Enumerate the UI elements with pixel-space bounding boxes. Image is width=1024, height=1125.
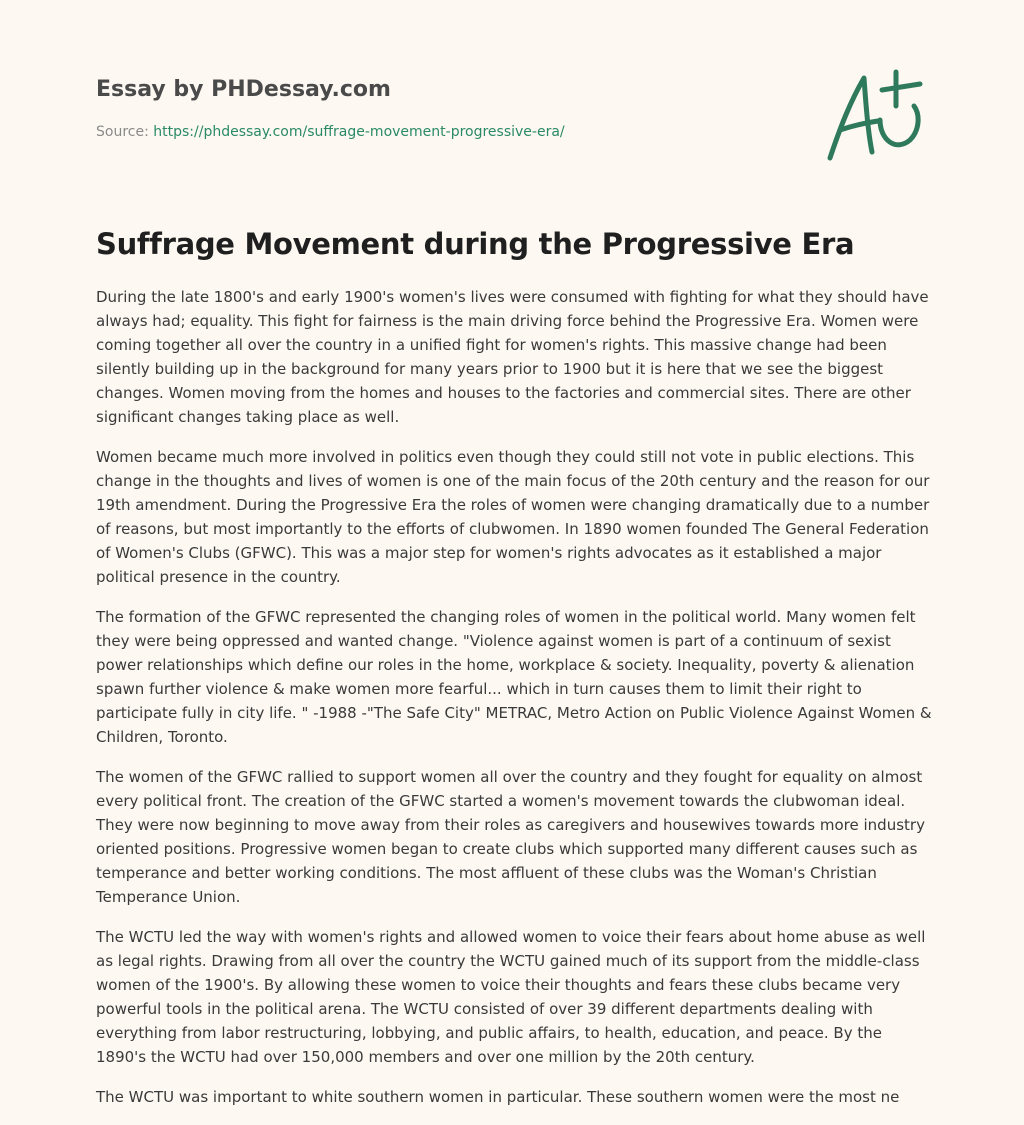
essay-paragraph: Women became much more involved in politics even though they could still not vote in public elections. This change in the thoughts and lives of women is one of the main focus of the 20th century and the reason for our 19th amendment. During the Progressive Era the roles of women were changing dramatically due to a number of reasons, but most importantly to the efforts of clubwomen. In 1890 women founded The General Federation of Women's Clubs (GFWC). This was a major step for women's rights advocates as it established a major political presence in the country. [96, 448, 930, 586]
source-line [96, 122, 928, 142]
source-label: Source: [96, 124, 149, 140]
essay-paragraph: During the late 1800's and early 1900's women's lives were consumed with fighting for what they should have always had; equality. This fight for fairness is the main driving force behind the Progressive Era. Women were coming together all over the country in a unified fight for women's rights. This massive change had been silently building up in the background for many years prior to 1900 but it is here that we see the biggest changes. Women moving from the homes and houses to the factories and commercial sites. There are other significant changes taking place as well. [96, 288, 929, 426]
essay-title: Suffrage Movement during the Progressive Era [96, 227, 855, 261]
essay-paragraph: The formation of the GFWC represented the changing roles of women in the political world. Many women felt they were being oppressed and wanted change. "Violence against women is part of a continuum of sexist power relationships which define our roles in the home, workplace & society. Inequality, poverty & alienation spawn further violence & make women more fearful... which in turn causes them to limit their right to participate fully in city life. " -1988 -"The Safe City" METRAC, Metro Action on Public Violence Against Women & Children, Toronto. [96, 608, 932, 746]
essay-paragraph: The women of the GFWC rallied to support women all over the country and they fought for equality on almost every political front. The creation of the GFWC started a women's movement towards the clubwoman ideal. They were now beginning to move away from their roles as caregivers and housewives towards more industry oriented positions. Progressive women began to create clubs which supported many different causes such as temperance and better working conditions. The most affluent of these clubs was the Woman's Christian Temperance Union. [96, 768, 925, 906]
essay-header [96, 74, 928, 142]
essay-paragraph: The WCTU was important to white southern women in particular. These southern women were the most ne [96, 1088, 900, 1106]
essay-paragraph: The WCTU led the way with women's rights and allowed women to voice their fears about home abuse as well as legal rights. Drawing from all over the country the WCTU gained much of its support from the middle-class women of the 1900's. By allowing these women to voice their thoughts and fears these clubs became very powerful tools in the political arena. The WCTU consisted of over 39 different departments dealing with everything from labor restructuring, lobbying, and public affairs, to health, education, and peace. By the 1890's the WCTU had over 150,000 members and over one million by the 20th century. [96, 928, 926, 1066]
essay-body [96, 285, 932, 1125]
site-title: Essay by PHDessay.com [96, 77, 391, 102]
a-plus-logo-icon [822, 66, 928, 166]
source-link[interactable]: https://phdessay.com/suffrage-movement-progressive-era/ [153, 124, 565, 140]
